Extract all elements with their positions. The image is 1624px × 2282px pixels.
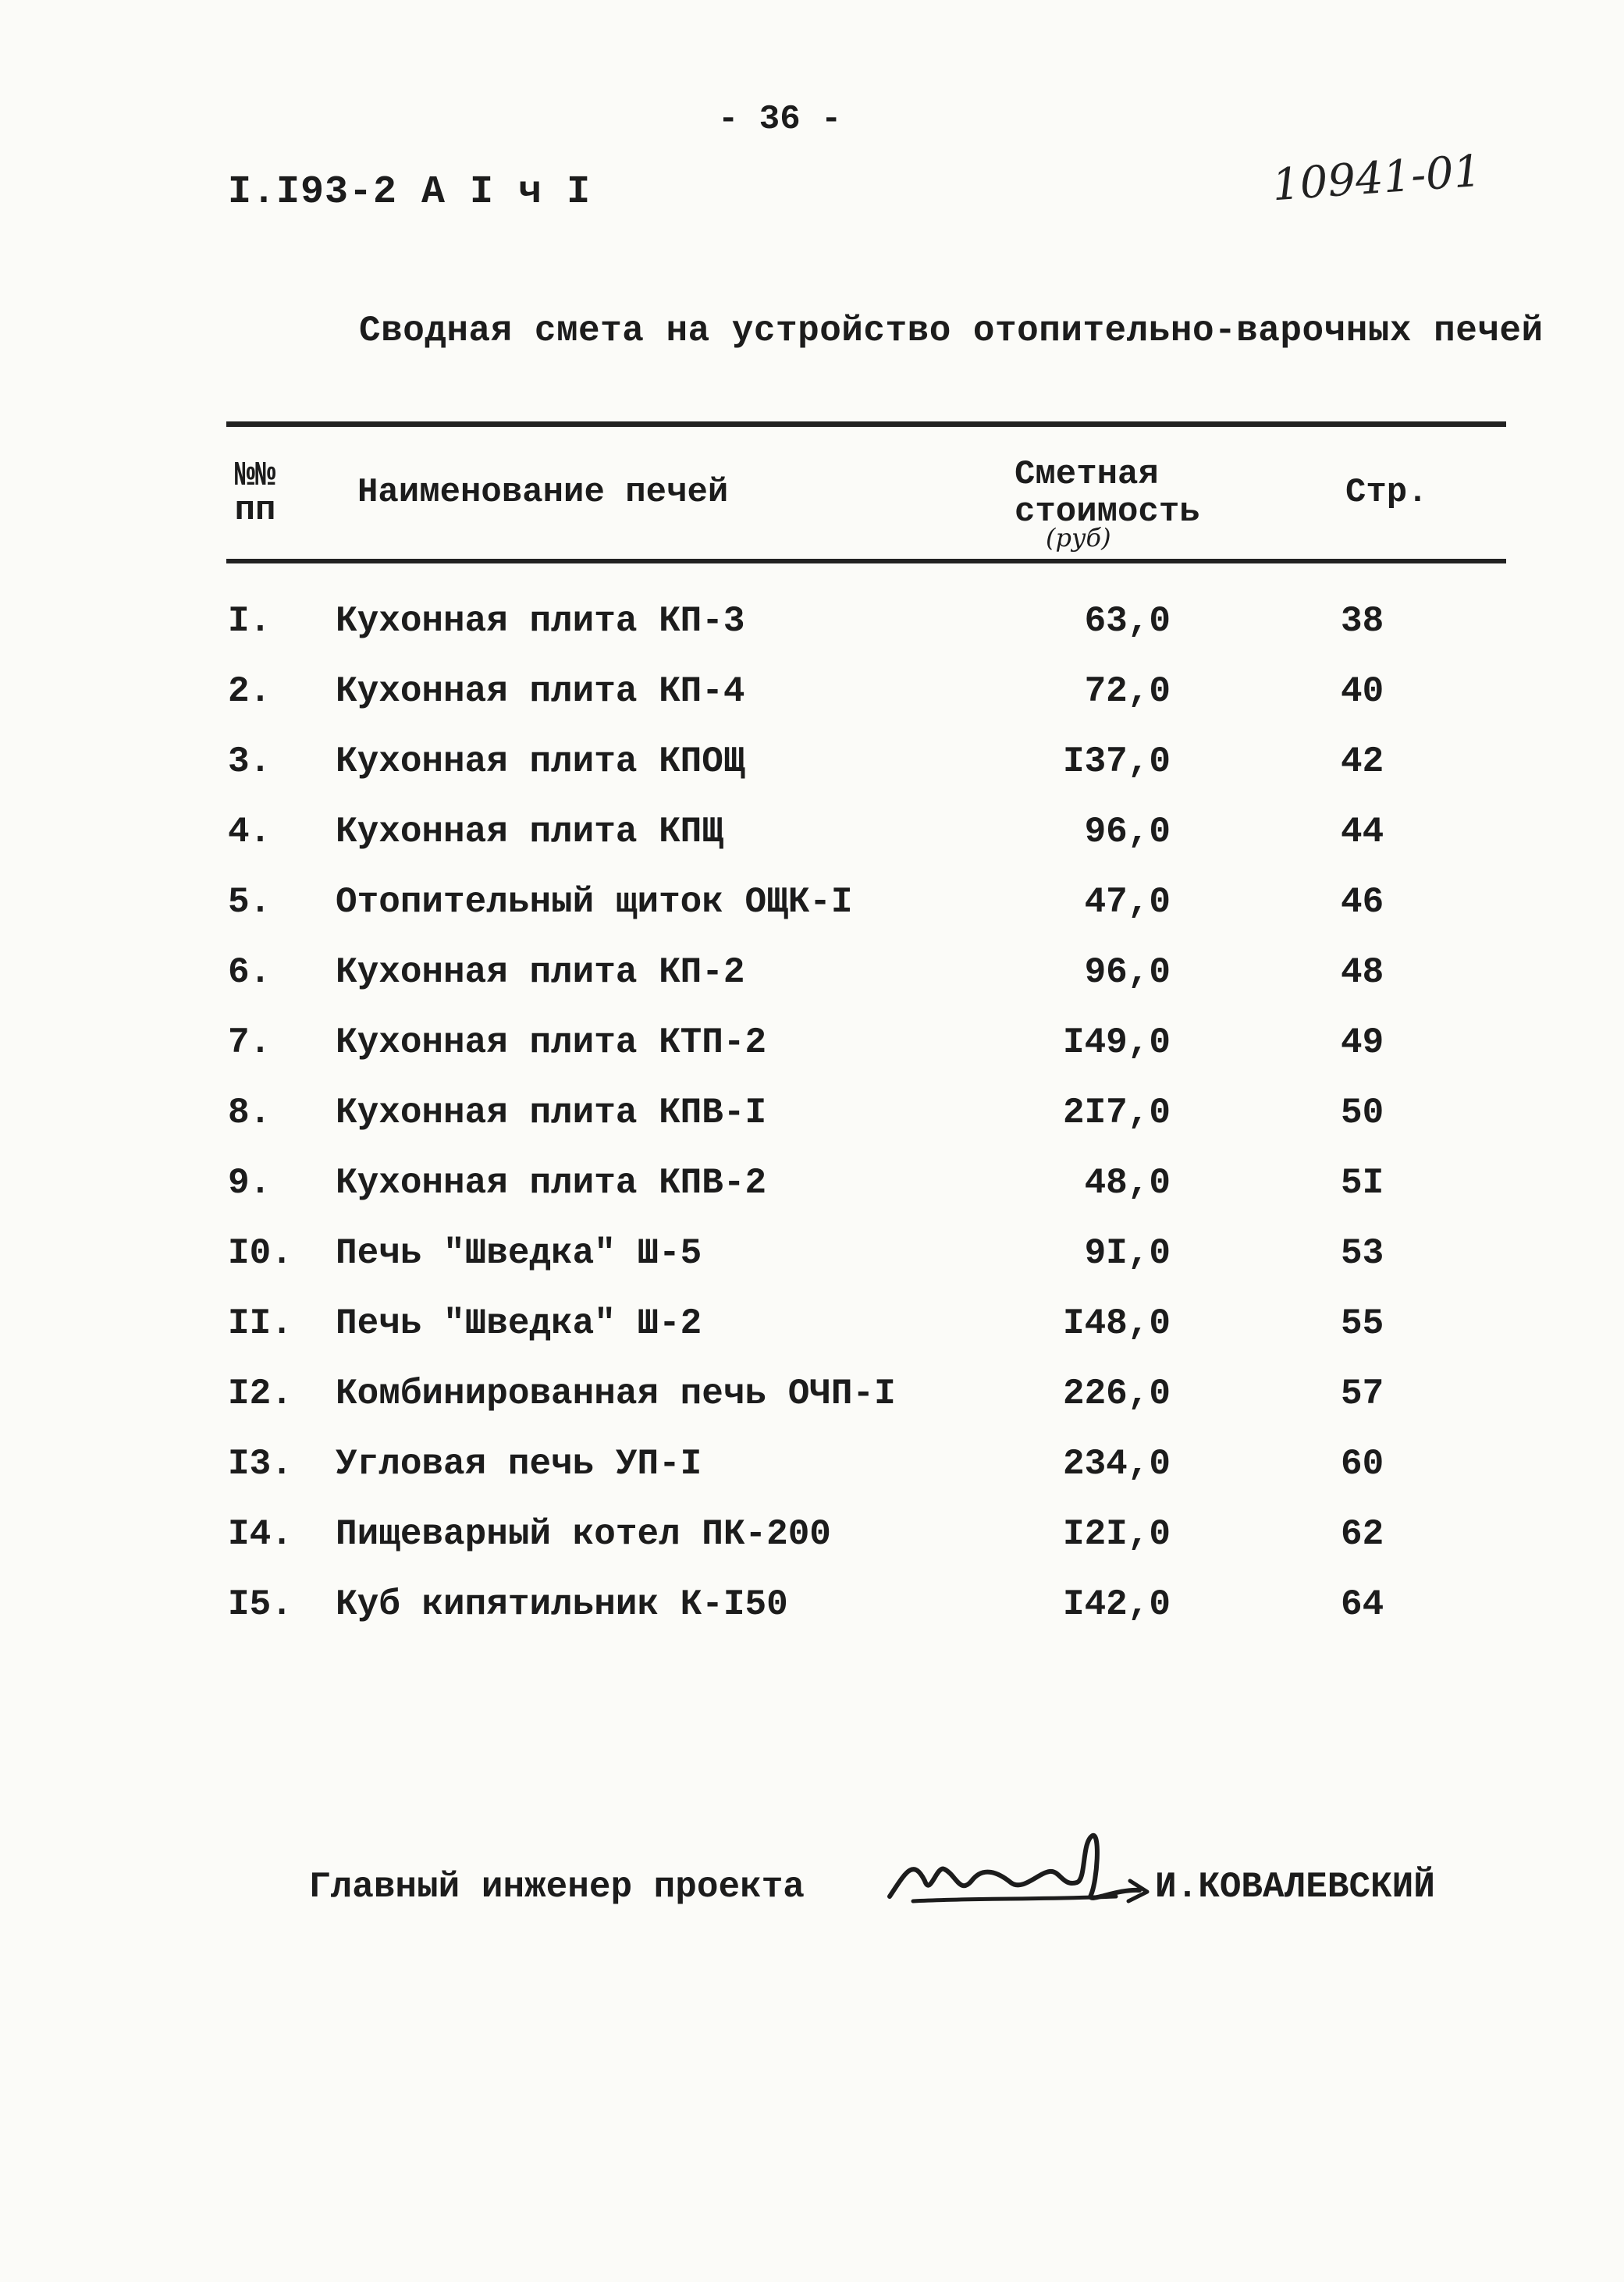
row-name: Кухонная плита КП-3 [336, 601, 745, 642]
row-cost: I42,0 [1062, 1584, 1171, 1625]
row-cost: 2I7,0 [1062, 1093, 1171, 1133]
row-page: 53 [1341, 1233, 1384, 1274]
table-body [0, 601, 1624, 1655]
column-header-cost-unit: (руб) [1046, 523, 1111, 553]
row-name: Кухонная плита КТП-2 [336, 1022, 767, 1063]
row-page: 44 [1341, 812, 1384, 852]
row-number: 2. [228, 671, 272, 712]
table-row [0, 1093, 1624, 1163]
row-page: 46 [1341, 882, 1384, 922]
row-cost: 48,0 [1084, 1163, 1171, 1203]
row-name: Печь "Шведка" Ш-5 [336, 1233, 702, 1274]
signature-icon [882, 1826, 1155, 1928]
column-header-cost-line1: Сметная [1015, 455, 1159, 494]
row-number: I4. [228, 1514, 293, 1555]
chief-engineer-label: Главный инженер проекта [309, 1867, 805, 1907]
row-number: I2. [228, 1374, 293, 1414]
table-row [0, 671, 1624, 741]
table-row [0, 1514, 1624, 1584]
row-number: 9. [228, 1163, 272, 1203]
row-number: I3. [228, 1444, 293, 1484]
row-cost: 63,0 [1084, 601, 1171, 642]
table-row [0, 1374, 1624, 1444]
row-name: Куб кипятильник К-I50 [336, 1584, 788, 1625]
row-cost: 96,0 [1084, 952, 1171, 993]
row-cost: 234,0 [1062, 1444, 1171, 1484]
engineer-name: И.КОВАЛЕВСКИЙ [1155, 1867, 1435, 1907]
row-number: 4. [228, 812, 272, 852]
row-page: 40 [1341, 671, 1384, 712]
column-header-cost [1015, 456, 1200, 531]
document-title: Сводная смета на устройство отопительно-варочных печей [359, 311, 1544, 351]
row-cost: I48,0 [1062, 1303, 1171, 1344]
row-cost: I37,0 [1062, 741, 1171, 782]
table-row [0, 882, 1624, 952]
column-header-number [228, 459, 283, 528]
row-cost: 47,0 [1084, 882, 1171, 922]
table-row [0, 1163, 1624, 1233]
row-number: 5. [228, 882, 272, 922]
table-row [0, 1022, 1624, 1093]
row-number: 3. [228, 741, 272, 782]
row-name: Комбинированная печь ОЧП-I [336, 1374, 896, 1414]
row-cost: 72,0 [1084, 671, 1171, 712]
table-header-rule [226, 559, 1506, 563]
handwritten-registration-number: 10941-01 [1270, 145, 1484, 211]
row-page: 55 [1341, 1303, 1384, 1344]
row-name: Кухонная плита КПЩ [336, 812, 723, 852]
row-cost: 9I,0 [1084, 1233, 1171, 1274]
row-number: 7. [228, 1022, 272, 1063]
row-page: 49 [1341, 1022, 1384, 1063]
row-page: 48 [1341, 952, 1384, 993]
row-name: Кухонная плита КПОЩ [336, 741, 745, 782]
document-code: I.I93-2 А I ч I [228, 170, 592, 215]
row-name: Печь "Шведка" Ш-2 [336, 1303, 702, 1344]
row-number: I5. [228, 1584, 293, 1625]
row-cost: I49,0 [1062, 1022, 1171, 1063]
table-row [0, 1444, 1624, 1514]
column-header-page: Стр. [1345, 473, 1428, 512]
row-name: Кухонная плита КПВ-I [336, 1093, 767, 1133]
row-number: I0. [228, 1233, 293, 1274]
row-name: Отопительный щиток ОЩК-I [336, 882, 853, 922]
row-number: 8. [228, 1093, 272, 1133]
row-cost: I2I,0 [1062, 1514, 1171, 1555]
row-page: 5I [1341, 1163, 1384, 1203]
column-header-number-line1: №№ [234, 457, 276, 496]
table-row [0, 1584, 1624, 1655]
row-page: 38 [1341, 601, 1384, 642]
row-cost: 226,0 [1062, 1374, 1171, 1414]
table-row [0, 1303, 1624, 1374]
row-name: Кухонная плита КПВ-2 [336, 1163, 767, 1203]
table-top-rule [226, 421, 1506, 427]
row-page: 62 [1341, 1514, 1384, 1555]
row-number: 6. [228, 952, 272, 993]
row-page: 42 [1341, 741, 1384, 782]
row-page: 64 [1341, 1584, 1384, 1625]
column-header-name: Наименование печей [357, 473, 729, 512]
column-header-number-line2: пп [234, 491, 276, 530]
row-page: 60 [1341, 1444, 1384, 1484]
row-cost: 96,0 [1084, 812, 1171, 852]
row-name: Пищеварный котел ПК-200 [336, 1514, 831, 1555]
row-page: 57 [1341, 1374, 1384, 1414]
column-header-cost-line2: стоимость [1015, 492, 1200, 531]
table-row [0, 812, 1624, 882]
row-number: II. [228, 1303, 293, 1344]
row-name: Кухонная плита КП-2 [336, 952, 745, 993]
row-name: Угловая печь УП-I [336, 1444, 702, 1484]
table-row [0, 741, 1624, 812]
row-page: 50 [1341, 1093, 1384, 1133]
row-number: I. [228, 601, 272, 642]
table-row [0, 1233, 1624, 1303]
row-name: Кухонная плита КП-4 [336, 671, 745, 712]
table-row [0, 952, 1624, 1022]
page-number: - 36 - [718, 100, 842, 139]
table-row [0, 601, 1624, 671]
